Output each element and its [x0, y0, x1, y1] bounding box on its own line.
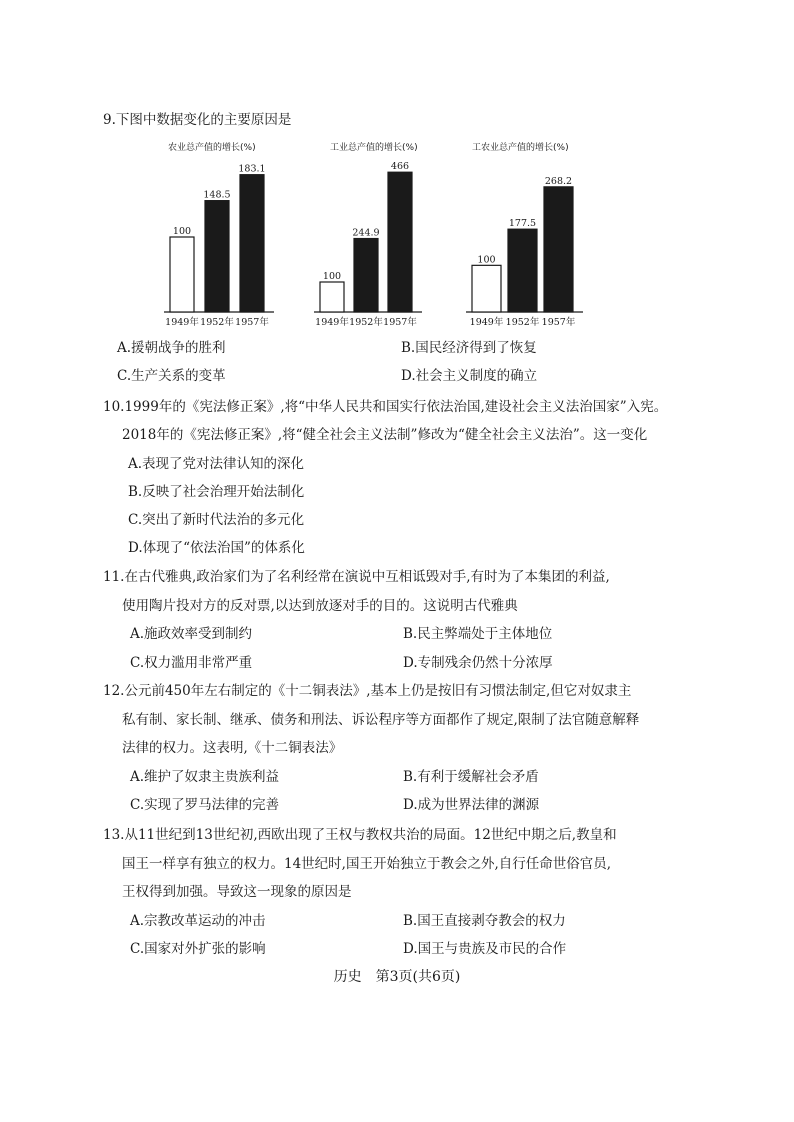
- category-label-1: 1952年: [349, 317, 383, 328]
- category-label-2: 1957年: [383, 317, 417, 328]
- q11-option-a[interactable]: A.施政效率受到制约: [130, 626, 253, 642]
- chart-title: 农业总产值的增长(%): [168, 143, 256, 153]
- q12-option-a[interactable]: A.维护了奴隶主贵族利益: [130, 769, 280, 785]
- q9-option-a[interactable]: A.援朝战争的胜利: [117, 340, 226, 356]
- bar-2: [240, 175, 264, 312]
- q11-option-d[interactable]: D.专制残余仍然十分浓厚: [403, 655, 553, 671]
- category-label-0: 1949年: [315, 317, 349, 328]
- chart-agriculture: [160, 138, 290, 328]
- value-label-0: 100: [477, 254, 496, 266]
- q10-option-b[interactable]: B.反映了社会治理开始法制化: [128, 484, 305, 500]
- q12-stem-line2: 私有制、家长制、继承、债务和刑法、诉讼程序等方面都作了规定,限制了法官随意解释: [122, 712, 640, 728]
- bar-0: [472, 265, 501, 312]
- q11-option-b[interactable]: B.民主弊端处于主体地位: [403, 626, 553, 642]
- value-label-0: 100: [322, 271, 342, 282]
- chart-title: 工业总产值的增长(%): [330, 143, 418, 153]
- chart-agriculture-svg: [160, 138, 290, 328]
- q9-stem: 9.下图中数据变化的主要原因是: [103, 112, 292, 128]
- q11-stem-line1: 11.在古代雅典,政治家们为了名利经常在演说中互相诋毁对手,有时为了本集团的利益,: [103, 569, 610, 585]
- q13-stem-line1: 13.从11世纪到13世纪初,西欧出现了王权与教权共治的局面。12世纪中期之后,教皇和: [103, 827, 617, 843]
- q10-stem-line1: 10.1999年的《宪法修正案》,将“中华人民共和国实行依法治国,建设社会主义法治国家”入宪。: [103, 399, 668, 415]
- bar-0: [170, 237, 194, 312]
- value-label-2: 466: [390, 161, 410, 173]
- value-label-2: 268.2: [544, 175, 573, 187]
- chart-industry: [310, 138, 440, 328]
- q12-option-b[interactable]: B.有利于缓解社会矛盾: [403, 769, 539, 785]
- category-label-2: 1957年: [235, 317, 269, 328]
- q12-option-d[interactable]: D.成为世界法律的渊源: [403, 797, 540, 813]
- bar-1: [205, 201, 229, 312]
- q13-option-b[interactable]: B.国王直接剥夺教会的权力: [403, 913, 566, 929]
- category-label-0: 1949年: [469, 317, 504, 328]
- q11-option-c[interactable]: C.权力滥用非常严重: [130, 655, 253, 671]
- q10-option-a[interactable]: A.表现了党对法律认知的深化: [128, 456, 305, 472]
- q12-stem-line3: 法律的权力。这表明,《十二铜表法》: [122, 740, 343, 756]
- value-label-2: 183.1: [238, 163, 266, 175]
- q13-option-a[interactable]: A.宗教改革运动的冲击: [130, 913, 266, 929]
- chart-title: 工农业总产值的增长(%): [472, 143, 569, 153]
- chart-total-svg: [460, 138, 600, 328]
- q13-option-c[interactable]: C.国家对外扩张的影响: [130, 941, 266, 957]
- bar-1: [508, 229, 537, 312]
- category-label-0: 1949年: [165, 317, 199, 328]
- q10-option-c[interactable]: C.突出了新时代法治的多元化: [128, 512, 305, 528]
- chart-industry-svg: [310, 138, 440, 328]
- bar-0: [320, 282, 344, 312]
- q9-option-b[interactable]: B.国民经济得到了恢复: [401, 340, 537, 356]
- q10-stem-line2: 2018年的《宪法修正案》,将“健全社会主义法制”修改为“健全社会主义法治”。这一变化: [122, 427, 648, 443]
- chart-total: [460, 138, 600, 328]
- q12-stem-line1: 12.公元前450年左右制定的《十二铜表法》,基本上仍是按旧有习惯法制定,但它对奴隶主: [103, 683, 632, 699]
- q13-stem-line3: 王权得到加强。导致这一现象的原因是: [122, 884, 352, 900]
- q9-option-d[interactable]: D.社会主义制度的确立: [401, 368, 538, 384]
- bar-1: [354, 239, 378, 312]
- value-label-0: 100: [172, 226, 192, 237]
- q13-stem-line2: 国王一样享有独立的权力。14世纪时,国王开始独立于教会之外,自行任命世俗官员,: [122, 856, 612, 872]
- q12-option-c[interactable]: C.实现了罗马法律的完善: [130, 797, 280, 813]
- value-label-1: 177.5: [508, 218, 537, 230]
- q10-option-d[interactable]: D.体现了“依法治国”的体系化: [128, 540, 305, 556]
- q13-option-d[interactable]: D.国王与贵族及市民的合作: [403, 941, 567, 957]
- bar-2: [388, 172, 412, 312]
- page-footer: 历史 第3页(共6页): [333, 969, 461, 985]
- q11-stem-line2: 使用陶片投对方的反对票,以达到放逐对手的目的。这说明古代雅典: [122, 598, 518, 614]
- category-label-1: 1952年: [200, 317, 234, 328]
- q9-option-c[interactable]: C.生产关系的变革: [117, 368, 226, 384]
- value-label-1: 148.5: [203, 189, 231, 201]
- bar-2: [544, 187, 573, 312]
- category-label-2: 1957年: [541, 317, 576, 328]
- category-label-1: 1952年: [505, 317, 540, 328]
- value-label-1: 244.9: [352, 227, 380, 239]
